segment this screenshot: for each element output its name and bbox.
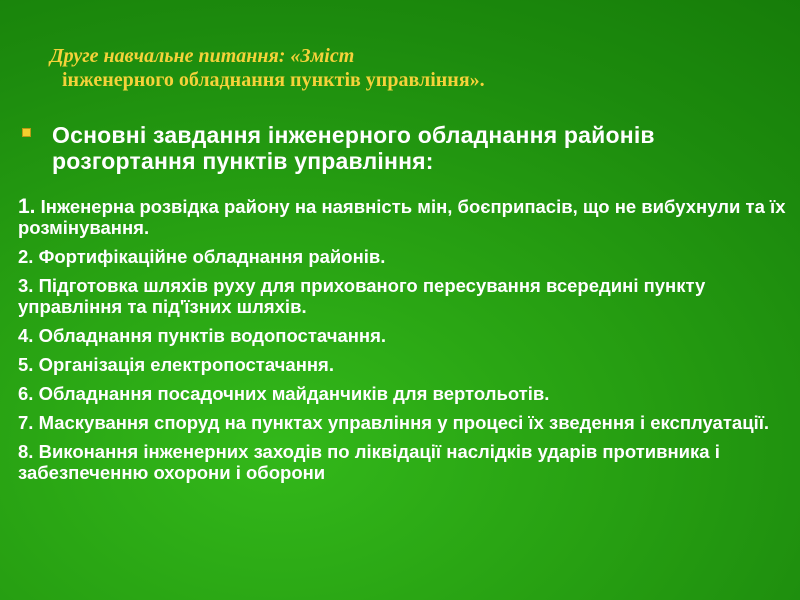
task-item (18, 383, 788, 404)
task-number: 5. (18, 354, 34, 375)
task-number: 7. (18, 412, 34, 433)
task-text: Виконання інженерних заходів по ліквідації наслідків ударів противника і забезпеченню охорони і оборони (18, 441, 720, 483)
task-number: 8. (18, 441, 34, 462)
task-number: 3. (18, 275, 34, 296)
task-text: Фортифікаційне обладнання районів. (33, 246, 386, 267)
task-item (18, 441, 788, 483)
task-item (18, 196, 788, 238)
subheading: Основні завдання інженерного обладнання районів розгортання пунктів управління: (52, 122, 655, 174)
task-number: 4. (18, 325, 34, 346)
task-text: Організація електропостачання. (33, 354, 334, 375)
task-list (18, 196, 788, 491)
task-item (18, 275, 788, 317)
task-item (18, 412, 788, 433)
title-line-2: інженерного обладнання пунктів управління». (62, 69, 485, 91)
task-item (18, 246, 788, 267)
main-bullet (22, 122, 782, 174)
task-text: Маскування споруд на пунктах управління у процесі їх зведення і експлуатації. (33, 412, 770, 433)
task-number: 1. (18, 195, 36, 218)
task-text: Обладнання посадочних майданчиків для вертольотів. (33, 383, 550, 404)
task-text: Обладнання пунктів водопостачання. (33, 325, 387, 346)
square-bullet-icon (22, 128, 31, 137)
slide-title (50, 44, 770, 92)
task-item (18, 354, 788, 375)
title-line-1: Друге навчальне питання: «Зміст (50, 45, 355, 67)
task-text: Підготовка шляхів руху для прихованого пересування всередині пункту управління та під'їзних шляхів. (18, 275, 706, 317)
task-number: 6. (18, 383, 34, 404)
task-text: Інженерна розвідка району на наявність мін, боєприпасів, що не вибухнули та їх розмінування. (18, 196, 786, 238)
task-number: 2. (18, 246, 34, 267)
task-item (18, 325, 788, 346)
